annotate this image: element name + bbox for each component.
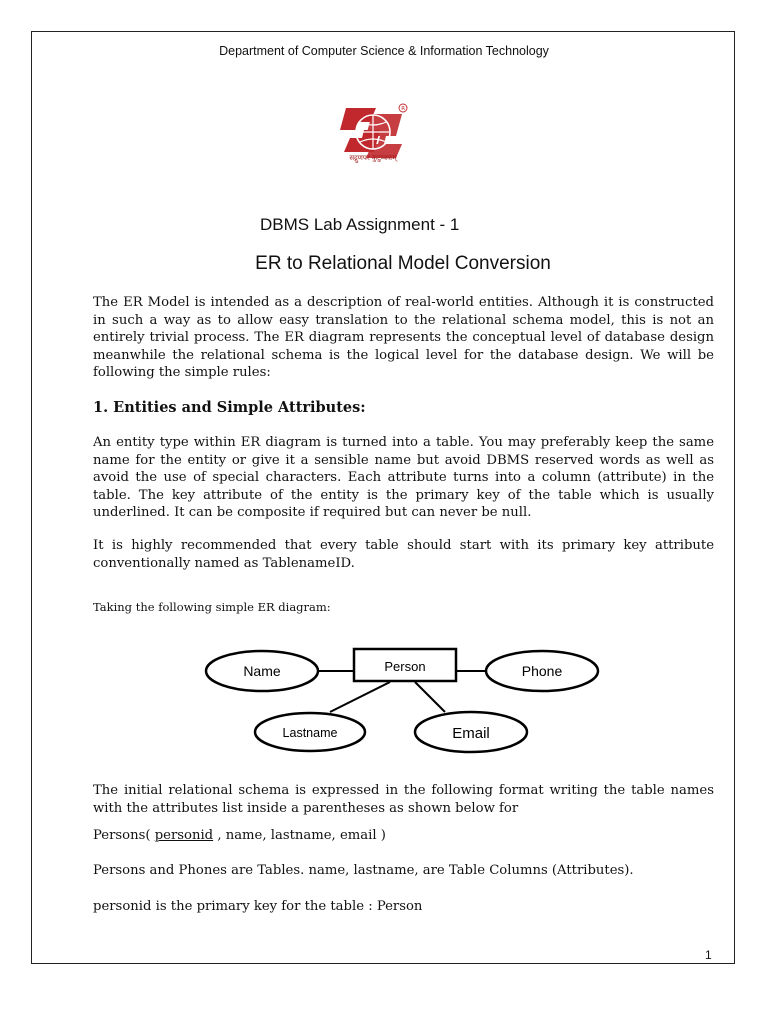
- intro-paragraph: The ER Model is intended as a description of real-world entities. Although it is constructed in such a way as to allow easy translation to the relational schema model, this is not an entirely trivial process. The ER diagram represents the conceptual level of database design meanwhile the relational schema is the logical level for the database design. We will be following the simple rules:: [93, 295, 714, 380]
- entities-paragraph: An entity type within ER diagram is turned into a table. You may preferably keep the same name for the entity or give it a sensible name but avoid DBMS reserved words as well as avoid the use of special characters. Each attribute turns into a column (attribute) in the table. The key attribute of the entity is the primary key of the table which is usually underlined. It can be composite if required but can never be null.: [93, 435, 714, 520]
- diagram-intro: Taking the following simple ER diagram:: [93, 600, 331, 614]
- page-number: 1: [705, 948, 712, 962]
- schema-rest: , name, lastname, email ): [213, 828, 386, 843]
- entity-person-label: Person: [384, 659, 426, 674]
- attribute-lastname-label: Lastname: [282, 726, 338, 740]
- attribute-email-label: Email: [452, 725, 490, 742]
- attribute-name-label: Name: [243, 663, 281, 679]
- department-header: Department of Computer Science & Information Technology: [219, 44, 549, 58]
- primary-key-personid: personid: [154, 828, 214, 843]
- connector-lastname: [330, 682, 390, 712]
- primary-key-note: personid is the primary key for the table : Person: [93, 899, 423, 914]
- topic-title: ER to Relational Model Conversion: [255, 253, 551, 274]
- recommendation-paragraph: It is highly recommended that every table should start with its primary key attribute conventionally named as TablenameID.: [93, 538, 714, 571]
- logo-caption: सद्गुणपर कुटुम्बकम्: [349, 154, 397, 162]
- schema-intro-paragraph: The initial relational schema is expressed in the following format writing the table names with the attributes list inside a parentheses as shown below for: [93, 783, 714, 816]
- svg-text:R: R: [401, 106, 406, 113]
- section-heading: 1. Entities and Simple Attributes:: [93, 399, 366, 416]
- er-diagram: [200, 640, 610, 765]
- tables-note: Persons and Phones are Tables. name, lastname, are Table Columns (Attributes).: [93, 863, 634, 878]
- schema-line: [93, 828, 386, 843]
- schema-prefix: Persons(: [93, 828, 155, 843]
- assignment-title: DBMS Lab Assignment - 1: [260, 215, 460, 234]
- connector-email: [415, 682, 445, 712]
- attribute-phone-label: Phone: [521, 663, 563, 679]
